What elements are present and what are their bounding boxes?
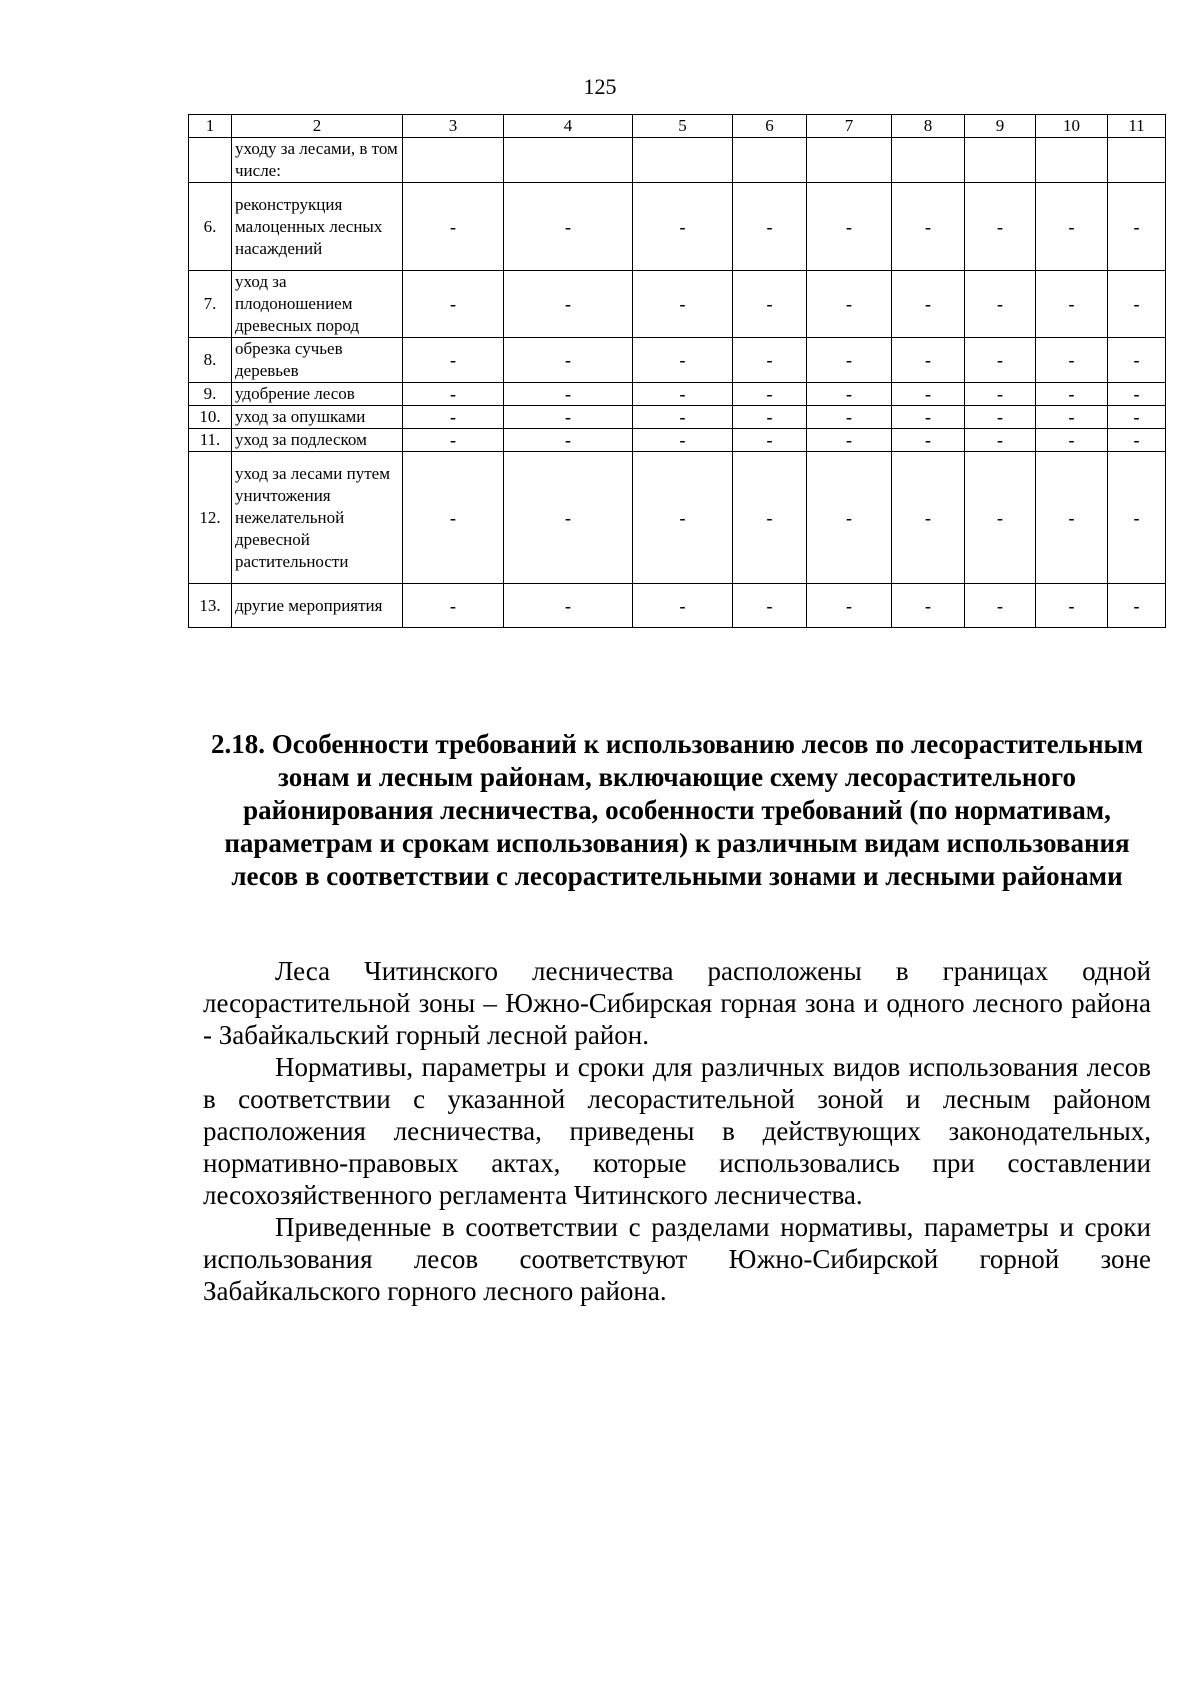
value-cell: -	[892, 338, 965, 383]
table-row	[189, 271, 1166, 338]
activity-name: уход за подлеском	[232, 429, 403, 452]
activity-name: уход за плодоношением древесных пород	[232, 271, 403, 338]
header-cell: 2	[232, 115, 403, 138]
value-cell: -	[1108, 584, 1166, 628]
value-cell: -	[965, 338, 1036, 383]
value-cell: -	[633, 452, 733, 584]
value-cell: -	[892, 183, 965, 271]
value-cell	[807, 138, 892, 183]
value-cell: -	[403, 338, 504, 383]
value-cell: -	[504, 452, 633, 584]
value-cell: -	[633, 338, 733, 383]
value-cell: -	[633, 429, 733, 452]
paragraph: Приведенные в соответствии с разделами нормативы, параметры и сроки использования лесов соответствуют Южно-Сибирской горной зоне Забайкальского горного лесного района.	[203, 1212, 1151, 1306]
value-cell: -	[965, 429, 1036, 452]
row-number	[189, 138, 232, 183]
value-cell: -	[1036, 406, 1108, 429]
value-cell: -	[403, 584, 504, 628]
value-cell: -	[1108, 452, 1166, 584]
header-cell: 4	[504, 115, 633, 138]
page-number: 125	[583, 74, 617, 99]
row-number: 9.	[189, 383, 232, 406]
value-cell: -	[807, 183, 892, 271]
activity-name: уход за лесами путем уничтожения нежелательной древесной растительности	[232, 452, 403, 584]
value-cell: -	[807, 429, 892, 452]
value-cell: -	[892, 383, 965, 406]
header-cell: 11	[1108, 115, 1166, 138]
value-cell	[1036, 138, 1108, 183]
value-cell: -	[633, 271, 733, 338]
row-number: 12.	[189, 452, 232, 584]
value-cell: -	[892, 271, 965, 338]
table-row	[189, 584, 1166, 628]
value-cell: -	[504, 338, 633, 383]
header-cell: 3	[403, 115, 504, 138]
value-cell: -	[892, 584, 965, 628]
table-row	[189, 429, 1166, 452]
table-header-row	[189, 115, 1166, 138]
value-cell: -	[1036, 338, 1108, 383]
table-row	[189, 383, 1166, 406]
value-cell: -	[807, 584, 892, 628]
value-cell: -	[965, 183, 1036, 271]
header-cell: 5	[633, 115, 733, 138]
value-cell: -	[403, 271, 504, 338]
section-title: 2.18. Особенности требований к использованию лесов по лесорастительным зонам и лесным районам, включающие схему лесорастительного районирования лесничества, особенности требований (по нормативам, параметрам и срокам использования) к различным видам использования лесов в соответствии с лесорастительными зонами и лесными районами	[210, 729, 1144, 891]
value-cell: -	[892, 429, 965, 452]
value-cell: -	[504, 406, 633, 429]
value-cell	[504, 138, 633, 183]
value-cell: -	[633, 584, 733, 628]
row-number: 8.	[189, 338, 232, 383]
value-cell	[965, 138, 1036, 183]
paragraph: Нормативы, параметры и сроки для различных видов использования лесов в соответствии с указанной лесорастительной зоной и лесным районом расположения лесничества, приведены в действующих законодательных, нормативно-правовых актах, которые использовались при составлении лесохозяйственного регламента Читинского лесничества.	[203, 1052, 1151, 1210]
paragraph: Леса Читинского лесничества расположены в границах одной лесорастительной зоны – Южно-Сибирская горная зона и одного лесного района - Забайкальский горный лесной район.	[203, 956, 1151, 1050]
value-cell: -	[1036, 271, 1108, 338]
table-body	[189, 138, 1166, 628]
table-row	[189, 452, 1166, 584]
value-cell: -	[733, 429, 807, 452]
row-number: 7.	[189, 271, 232, 338]
value-cell: -	[1036, 584, 1108, 628]
value-cell	[733, 138, 807, 183]
value-cell: -	[504, 183, 633, 271]
value-cell: -	[504, 383, 633, 406]
value-cell: -	[1036, 383, 1108, 406]
table-row	[189, 138, 1166, 183]
header-cell: 10	[1036, 115, 1108, 138]
value-cell: -	[1036, 183, 1108, 271]
row-number: 10.	[189, 406, 232, 429]
value-cell: -	[807, 338, 892, 383]
row-number: 6.	[189, 183, 232, 271]
value-cell: -	[965, 383, 1036, 406]
value-cell: -	[965, 406, 1036, 429]
header-cell: 9	[965, 115, 1036, 138]
activity-name: удобрение лесов	[232, 383, 403, 406]
value-cell: -	[892, 452, 965, 584]
value-cell: -	[1108, 383, 1166, 406]
row-number: 13.	[189, 584, 232, 628]
value-cell: -	[633, 406, 733, 429]
value-cell: -	[965, 584, 1036, 628]
header-cell: 6	[733, 115, 807, 138]
value-cell: -	[733, 406, 807, 429]
table-row	[189, 183, 1166, 271]
value-cell: -	[1108, 429, 1166, 452]
forest-care-table	[188, 114, 1166, 628]
value-cell: -	[733, 584, 807, 628]
value-cell: -	[807, 452, 892, 584]
value-cell: -	[403, 406, 504, 429]
value-cell: -	[807, 406, 892, 429]
value-cell	[892, 138, 965, 183]
value-cell: -	[504, 429, 633, 452]
activity-name: уходу за лесами, в том числе:	[232, 138, 403, 183]
value-cell: -	[1108, 183, 1166, 271]
value-cell: -	[965, 271, 1036, 338]
value-cell: -	[504, 584, 633, 628]
value-cell: -	[403, 183, 504, 271]
value-cell: -	[965, 452, 1036, 584]
value-cell: -	[892, 406, 965, 429]
value-cell	[633, 138, 733, 183]
value-cell: -	[733, 271, 807, 338]
header-cell: 7	[807, 115, 892, 138]
value-cell: -	[1036, 429, 1108, 452]
value-cell: -	[1036, 452, 1108, 584]
activity-name: другие мероприятия	[232, 584, 403, 628]
value-cell: -	[733, 338, 807, 383]
value-cell	[403, 138, 504, 183]
table-row	[189, 338, 1166, 383]
value-cell: -	[807, 271, 892, 338]
value-cell: -	[504, 271, 633, 338]
header-cell: 1	[189, 115, 232, 138]
value-cell: -	[807, 383, 892, 406]
header-cell: 8	[892, 115, 965, 138]
value-cell	[1108, 138, 1166, 183]
value-cell: -	[1108, 271, 1166, 338]
activity-name: обрезка сучьев деревьев	[232, 338, 403, 383]
section-body	[203, 955, 1151, 1307]
value-cell: -	[1108, 406, 1166, 429]
row-number: 11.	[189, 429, 232, 452]
value-cell: -	[733, 383, 807, 406]
activity-name: уход за опушками	[232, 406, 403, 429]
value-cell: -	[403, 429, 504, 452]
value-cell: -	[1108, 338, 1166, 383]
value-cell: -	[403, 452, 504, 584]
value-cell: -	[633, 383, 733, 406]
value-cell: -	[733, 452, 807, 584]
value-cell: -	[633, 183, 733, 271]
value-cell: -	[733, 183, 807, 271]
table-row	[189, 406, 1166, 429]
value-cell: -	[403, 383, 504, 406]
activity-name: реконструкция малоценных лесных насаждений	[232, 183, 403, 271]
